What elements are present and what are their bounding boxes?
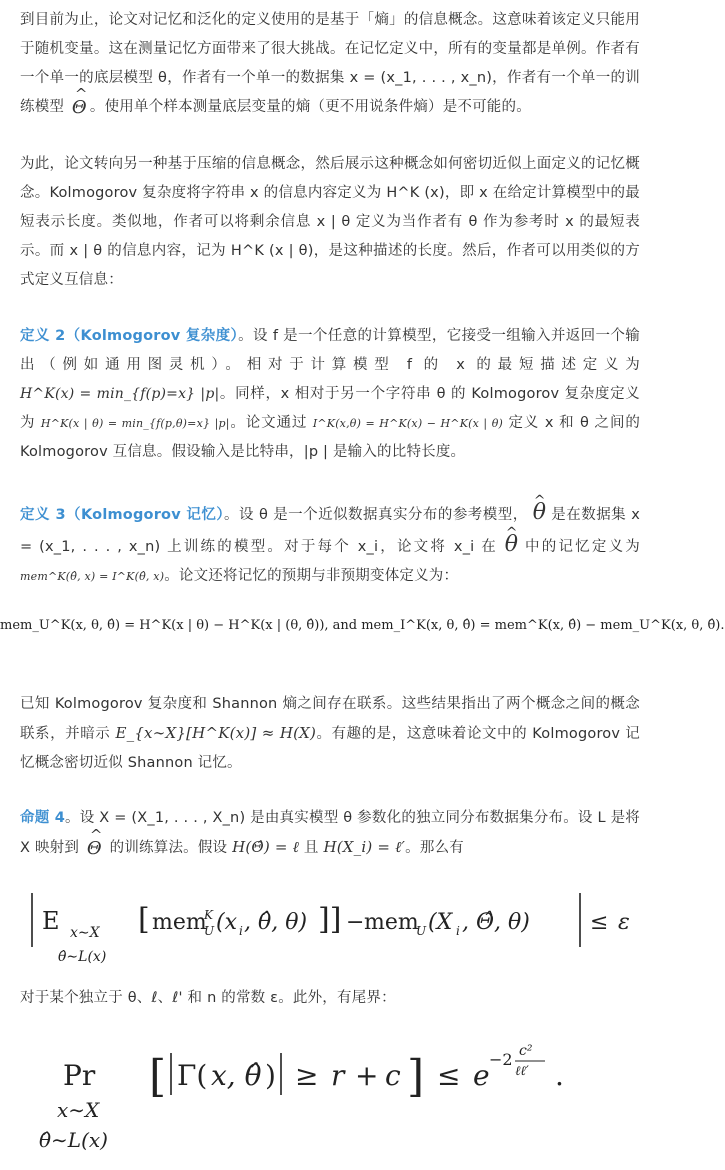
text: 已知 Kolmogorov 复杂度和 Shannon 熵之间存在联系。这些结果指出了两个概念之间的概念联系，并暗示 (20, 696, 640, 742)
equation-graphic (28, 875, 638, 975)
svg-text:.: . (555, 1059, 564, 1092)
paragraph-kolmogorov-intro (20, 150, 640, 295)
definition-2-title: 定义 2（Kolmogorov 复杂度） (20, 328, 239, 344)
svg-text:]]: ]] (318, 902, 342, 937)
text: 且 (303, 840, 319, 856)
text: 。有趣的是，这意味着论文中的 Kolmogorov 记忆概念密切近似 Shannon 记忆。 (20, 726, 641, 771)
text: 。设 X = (X_1, . . . , X_n) 是由真实模型 θ 参数化的独立同分布数据集分布。设 L 是将 X 映射到 (20, 810, 641, 856)
theta-hat-symbol: ^ Θ (72, 93, 87, 122)
svg-text:): ) (265, 1059, 276, 1092)
text: 中的记忆定义为 (525, 539, 641, 555)
svg-text:K: K (204, 908, 213, 922)
svg-text:Pr: Pr (63, 1059, 96, 1092)
proposition-4 (20, 804, 640, 863)
text: 是在数据集 x = (x_1, . . . , x_n) 上训练的模型。对于每个 x_i，论文将 x_i 在 (20, 507, 640, 555)
svg-text:(X: (X (428, 910, 453, 935)
paragraph-tail-bound-intro (20, 984, 640, 1013)
equation-tail-bound (39, 1035, 635, 1155)
text: 对于某个独立于 θ、ℓ、ℓ' 和 n 的常数 ε。此外，有尾界： (20, 990, 396, 1006)
svg-text:i: i (239, 924, 243, 938)
svg-text:ℓℓ′: ℓℓ′ (515, 1064, 529, 1079)
equation-proposition-bound (28, 875, 638, 975)
definition-2 (20, 322, 640, 467)
formula-hk: H^K(x) = min_{f(p)=x} |p| (20, 386, 220, 402)
svg-text:(x: (x (216, 910, 237, 935)
svg-text:≤: ≤ (437, 1059, 461, 1092)
svg-text:, θ̂, θ): , θ̂, θ) (244, 910, 308, 935)
proposition-4-title: 命题 4 (20, 810, 65, 826)
formula-entropy-theta: H(Θ̂) = ℓ (232, 838, 300, 856)
svg-text:−2: −2 (489, 1050, 513, 1069)
text: 到目前为止，论文对记忆和泛化的定义使用的是基于「熵」的信息概念。这意味着该定义只能用于随机变量。这在测量记忆方面带来了很大挑战。在记忆定义中，所有的变量都是单例。作者有一个单一的底层模型 θ，作者有一个单一的数据集 x = (x_1, . . . , x_n)，作者有一个单一的训练模型 (20, 12, 640, 115)
svg-text:c: c (385, 1059, 401, 1092)
svg-text:i: i (456, 924, 460, 938)
svg-text:+: + (355, 1059, 379, 1092)
text: 。同样，x 相对于另一个字符串 θ 的 Kolmogorov 复杂度定义为 (20, 386, 640, 431)
formula-entropy-x: H(X_i) = ℓ′ (323, 838, 406, 856)
svg-text:−: − (346, 910, 365, 935)
svg-text:]: ] (407, 1051, 425, 1102)
paragraph-shannon-link (20, 690, 640, 778)
formula-expectation: E_{x∼X}[H^K(x)] ≈ H(X) (115, 724, 317, 742)
svg-text:θ̂∼L(x): θ̂∼L(x) (58, 949, 107, 965)
svg-text:c²: c² (519, 1043, 533, 1059)
equation-graphic (39, 1035, 635, 1155)
svg-text:≥: ≥ (295, 1059, 319, 1092)
text: 。论文通过 (229, 415, 308, 431)
svg-text:e: e (473, 1059, 490, 1092)
text: 。那么有 (405, 840, 464, 856)
text: 。使用单个样本测量底层变量的熵（更不用说条件熵）是不可能的。 (89, 99, 531, 115)
definition-3 (20, 498, 640, 591)
svg-text:θ̂∼L(x): θ̂∼L(x) (39, 1128, 108, 1152)
svg-text:x∼X: x∼X (57, 1098, 100, 1122)
svg-text:[: [ (138, 902, 150, 937)
svg-text:r: r (331, 1059, 345, 1092)
svg-text:mem: mem (364, 910, 419, 935)
theta-hat-symbol: ^ θ (505, 530, 518, 559)
paragraph-intro (20, 6, 640, 122)
theta-hat-symbol: ^ Θ (87, 834, 102, 863)
svg-text:, Θ̂, θ): , Θ̂, θ) (462, 910, 530, 935)
svg-text:≤: ≤ (590, 910, 609, 935)
svg-text:Γ(: Γ( (177, 1059, 208, 1092)
svg-text:E: E (42, 907, 60, 935)
text: 定义 x 和 θ 之间的 Kolmogorov 互信息。假设输入是比特串，|p | 是输入的比特长度。 (20, 415, 641, 460)
svg-text:U: U (204, 924, 215, 938)
svg-text:[: [ (149, 1051, 167, 1102)
theta-hat-symbol: ^ θ (533, 498, 546, 527)
definition-3-title: 定义 3（Kolmogorov 记忆） (20, 507, 225, 523)
formula-ik: I^K(x,θ) = H^K(x) − H^K(x | θ) (312, 417, 504, 430)
svg-text:U: U (416, 924, 427, 938)
svg-text:x∼X: x∼X (70, 925, 100, 941)
text: 。设 θ 是一个近似数据真实分布的参考模型， (224, 507, 528, 523)
svg-text:x, θ̂: x, θ̂ (211, 1059, 262, 1092)
formula-memk: mem^K(θ̂, x) = I^K(θ̂, x) (20, 570, 165, 583)
svg-text:ε: ε (618, 910, 630, 935)
equation-mem-variants: mem_U^K(x, θ, θ̂) = H^K(x | θ) − H^K(x | (θ, θ̂)), and mem_I^K(x, θ, θ̂) = mem^K(x, θ̂) − mem_U^K(x, θ, θ̂). (0, 618, 725, 633)
formula-hk-conditional: H^K(x | θ) = min_{f(p,θ)=x} |p| (40, 417, 230, 430)
text: 的训练算法。假设 (109, 840, 228, 856)
text: 。论文还将记忆的预期与非预期变体定义为： (164, 568, 459, 584)
text: 为此，论文转向另一种基于压缩的信息概念，然后展示这种概念如何密切近似上面定义的记忆概念。Kolmogorov 复杂度将字符串 x 的信息内容定义为 H^K (x)，即 x 在给定计算模型中的最短表示长度。类似地，作者可以将剩余信息 x | θ 定义为当作者有 θ 作为参考时 x 的最短表示。而 x | θ 的信息内容，记为 H^K (x | θ)，是这种描述的长度。然后，作者可以用类似的方式定义互信息： (20, 156, 640, 288)
svg-text:mem: mem (152, 910, 207, 935)
text: 。设 f 是一个任意的计算模型，它接受一组输入并返回一个输出（例如通用图灵机）。相对于计算模型 f 的 x 的最短描述定义为 (20, 328, 640, 373)
